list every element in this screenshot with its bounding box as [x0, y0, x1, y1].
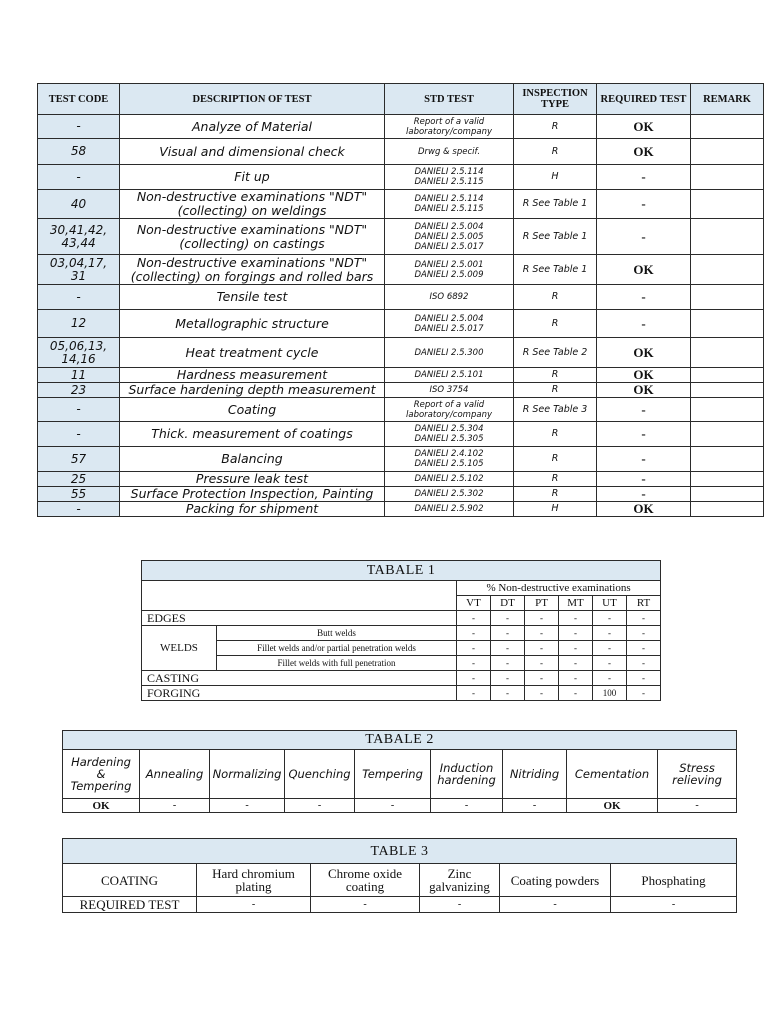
std-test-cell: DANIELI 2.5.101 — [385, 368, 514, 383]
table1-value-cell: - — [559, 626, 593, 641]
std-test-cell: DANIELI 2.5.001 DANIELI 2.5.009 — [385, 255, 514, 285]
table2-value-cell: - — [503, 799, 567, 813]
required-test-cell: - — [597, 285, 691, 310]
table1-casting-label: CASTING — [142, 671, 457, 686]
remark-cell — [691, 447, 764, 472]
table2-title: TABALE 2 — [63, 731, 737, 750]
required-test-cell: - — [597, 472, 691, 487]
table1-value-cell: - — [457, 656, 491, 671]
test-code-cell: - — [38, 398, 120, 422]
test-row — [38, 368, 764, 383]
table1-value-cell: - — [491, 671, 525, 686]
remark-cell — [691, 139, 764, 165]
table2-treatment-header: Tempering — [355, 750, 431, 799]
table3-value-cell: - — [197, 897, 311, 913]
table1-value-cell: - — [457, 641, 491, 656]
remark-cell — [691, 190, 764, 219]
table2-value-cell: - — [140, 799, 210, 813]
test-row — [38, 255, 764, 285]
inspection-type-cell: R See Table 2 — [514, 338, 597, 368]
remark-cell — [691, 487, 764, 502]
test-code-cell: 30,41,42, 43,44 — [38, 219, 120, 255]
table2-treatment-header: Annealing — [140, 750, 210, 799]
table2-treatment-header: Normalizing — [210, 750, 285, 799]
test-description-cell: Tensile test — [120, 285, 385, 310]
heat-treatment-table-2 — [62, 730, 737, 813]
inspection-type-cell: R — [514, 310, 597, 338]
required-test-cell: - — [597, 398, 691, 422]
std-test-cell: DANIELI 2.5.102 — [385, 472, 514, 487]
table2-treatment-header: Quenching — [285, 750, 355, 799]
table1-value-cell: - — [525, 641, 559, 656]
remark-cell — [691, 255, 764, 285]
col-header-remark: REMARK — [691, 84, 764, 115]
table3-value-cell: - — [311, 897, 420, 913]
inspection-type-cell: R See Table 3 — [514, 398, 597, 422]
test-code-cell: 03,04,17, 31 — [38, 255, 120, 285]
test-description-cell: Packing for shipment — [120, 502, 385, 517]
test-row — [38, 190, 764, 219]
table1-value-cell: - — [457, 626, 491, 641]
test-description-cell: Pressure leak test — [120, 472, 385, 487]
table1-method-header: RT — [627, 596, 661, 611]
table2-value-cell: - — [658, 799, 737, 813]
test-code-cell: 25 — [38, 472, 120, 487]
table1-value-cell: - — [559, 671, 593, 686]
test-description-cell: Surface hardening depth measurement — [120, 383, 385, 398]
table1-value-cell: - — [457, 611, 491, 626]
remark-cell — [691, 472, 764, 487]
test-row — [38, 447, 764, 472]
inspection-type-cell: R — [514, 368, 597, 383]
required-test-cell: - — [597, 190, 691, 219]
required-test-cell: - — [597, 447, 691, 472]
test-row — [38, 422, 764, 447]
table1-value-cell: - — [559, 656, 593, 671]
table1-group-header: % Non-destructive examinations — [457, 581, 661, 596]
std-test-cell: ISO 6892 — [385, 285, 514, 310]
test-plan-table — [37, 83, 764, 517]
test-row — [38, 310, 764, 338]
required-test-cell: OK — [597, 255, 691, 285]
std-test-cell: DANIELI 2.5.300 — [385, 338, 514, 368]
table1-value-cell: - — [491, 626, 525, 641]
table1-value-cell: - — [593, 671, 627, 686]
test-description-cell: Metallographic structure — [120, 310, 385, 338]
inspection-type-cell: R — [514, 139, 597, 165]
test-code-cell: 57 — [38, 447, 120, 472]
test-description-cell: Coating — [120, 398, 385, 422]
remark-cell — [691, 383, 764, 398]
std-test-cell: DANIELI 2.5.004 DANIELI 2.5.017 — [385, 310, 514, 338]
table3-value-cell: - — [420, 897, 500, 913]
table1-weld-type: Fillet welds with full penetration — [217, 656, 457, 671]
required-test-cell: OK — [597, 338, 691, 368]
inspection-type-cell: R — [514, 285, 597, 310]
table3-value-cell: - — [611, 897, 737, 913]
std-test-cell: Report of a valid laboratory/company — [385, 398, 514, 422]
table1-value-cell: - — [525, 671, 559, 686]
table1-value-cell: 100 — [593, 686, 627, 701]
table3-coating-header: Phosphating — [611, 864, 737, 897]
table1-value-cell: - — [457, 671, 491, 686]
std-test-cell: DANIELI 2.5.004 DANIELI 2.5.005 DANIELI 2.5.017 — [385, 219, 514, 255]
std-test-cell: DANIELI 2.5.902 — [385, 502, 514, 517]
table1-value-cell: - — [593, 611, 627, 626]
col-header-description: DESCRIPTION OF TEST — [120, 84, 385, 115]
required-test-cell: OK — [597, 502, 691, 517]
required-test-cell: - — [597, 219, 691, 255]
required-test-cell: - — [597, 165, 691, 190]
test-row — [38, 502, 764, 517]
table1-value-cell: - — [491, 686, 525, 701]
test-description-cell: Thick. measurement of coatings — [120, 422, 385, 447]
test-code-cell: 40 — [38, 190, 120, 219]
std-test-cell: DANIELI 2.5.302 — [385, 487, 514, 502]
std-test-cell: DANIELI 2.5.114 DANIELI 2.5.115 — [385, 190, 514, 219]
test-code-cell: - — [38, 165, 120, 190]
inspection-type-cell: H — [514, 502, 597, 517]
col-header-required-test: REQUIRED TEST — [597, 84, 691, 115]
table1-value-cell: - — [525, 686, 559, 701]
test-code-cell: 55 — [38, 487, 120, 502]
table2-treatment-header: Cementation — [567, 750, 658, 799]
test-row — [38, 472, 764, 487]
test-description-cell: Fit up — [120, 165, 385, 190]
required-test-cell: - — [597, 422, 691, 447]
remark-cell — [691, 219, 764, 255]
inspection-type-cell: R — [514, 472, 597, 487]
test-row — [38, 398, 764, 422]
table1-value-cell: - — [491, 656, 525, 671]
test-description-cell: Hardness measurement — [120, 368, 385, 383]
test-description-cell: Non-destructive examinations "NDT" (collecting) on weldings — [120, 190, 385, 219]
table1-value-cell: - — [491, 641, 525, 656]
std-test-cell: Report of a valid laboratory/company — [385, 115, 514, 139]
table1-method-header: MT — [559, 596, 593, 611]
std-test-cell: ISO 3754 — [385, 383, 514, 398]
test-row — [38, 383, 764, 398]
table3-coating-header: Chrome oxide coating — [311, 864, 420, 897]
remark-cell — [691, 338, 764, 368]
table1-value-cell: - — [593, 656, 627, 671]
table2-treatment-header: Induction hardening — [431, 750, 503, 799]
table3-coating-header: COATING — [63, 864, 197, 897]
table2-value-cell: - — [210, 799, 285, 813]
test-row — [38, 487, 764, 502]
remark-cell — [691, 165, 764, 190]
table1-value-cell: - — [627, 611, 661, 626]
table1-forging-label: FORGING — [142, 686, 457, 701]
table1-value-cell: - — [525, 626, 559, 641]
test-row — [38, 219, 764, 255]
remark-cell — [691, 310, 764, 338]
required-test-cell: OK — [597, 383, 691, 398]
remark-cell — [691, 368, 764, 383]
std-test-cell: Drwg & specif. — [385, 139, 514, 165]
remark-cell — [691, 285, 764, 310]
table1-value-cell: - — [593, 641, 627, 656]
table2-value-cell: - — [431, 799, 503, 813]
test-row — [38, 338, 764, 368]
table3-row-label: REQUIRED TEST — [63, 897, 197, 913]
col-header-std-test: STD TEST — [385, 84, 514, 115]
inspection-type-cell: R — [514, 115, 597, 139]
remark-cell — [691, 422, 764, 447]
test-code-cell: - — [38, 422, 120, 447]
table1-method-header: VT — [457, 596, 491, 611]
table1-weld-type: Butt welds — [217, 626, 457, 641]
required-test-cell: OK — [597, 139, 691, 165]
required-test-cell: - — [597, 487, 691, 502]
test-code-cell: - — [38, 502, 120, 517]
table1-value-cell: - — [525, 611, 559, 626]
col-header-inspection-type: INSPECTION TYPE — [514, 84, 597, 115]
table2-treatment-header: Hardening & Tempering — [63, 750, 140, 799]
table1-value-cell: - — [627, 671, 661, 686]
ndt-table-1 — [141, 560, 661, 701]
inspection-type-cell: R — [514, 447, 597, 472]
test-code-cell: 12 — [38, 310, 120, 338]
table1-value-cell: - — [559, 641, 593, 656]
remark-cell — [691, 502, 764, 517]
table1-title: TABALE 1 — [142, 561, 661, 581]
table1-value-cell: - — [593, 626, 627, 641]
test-code-cell: 58 — [38, 139, 120, 165]
required-test-cell: - — [597, 310, 691, 338]
table1-value-cell: - — [491, 611, 525, 626]
test-row — [38, 115, 764, 139]
table1-weld-type: Fillet welds and/or partial penetration welds — [217, 641, 457, 656]
table1-value-cell: - — [525, 656, 559, 671]
test-row — [38, 139, 764, 165]
table1-method-header: DT — [491, 596, 525, 611]
table2-treatment-header: Stress relieving — [658, 750, 737, 799]
test-description-cell: Surface Protection Inspection, Painting — [120, 487, 385, 502]
col-header-test-code: TEST CODE — [38, 84, 120, 115]
test-plan-header-row — [38, 84, 764, 115]
coating-table-3 — [62, 838, 737, 913]
inspection-type-cell: R — [514, 383, 597, 398]
table3-coating-header: Hard chromium plating — [197, 864, 311, 897]
table2-value-cell: OK — [63, 799, 140, 813]
table1-value-cell: - — [457, 686, 491, 701]
inspection-type-cell: R See Table 1 — [514, 255, 597, 285]
table1-edges-label: EDGES — [142, 611, 457, 626]
inspection-type-cell: R See Table 1 — [514, 190, 597, 219]
table2-treatment-header: Nitriding — [503, 750, 567, 799]
std-test-cell: DANIELI 2.5.304 DANIELI 2.5.305 — [385, 422, 514, 447]
remark-cell — [691, 398, 764, 422]
table1-value-cell: - — [559, 686, 593, 701]
table1-value-cell: - — [627, 626, 661, 641]
test-row — [38, 165, 764, 190]
table1-corner-cell — [142, 581, 457, 611]
std-test-cell: DANIELI 2.4.102 DANIELI 2.5.105 — [385, 447, 514, 472]
test-description-cell: Non-destructive examinations "NDT" (collecting) on castings — [120, 219, 385, 255]
table1-value-cell: - — [559, 611, 593, 626]
table3-title: TABLE 3 — [63, 839, 737, 864]
table3-value-cell: - — [500, 897, 611, 913]
table1-method-header: PT — [525, 596, 559, 611]
table1-value-cell: - — [627, 686, 661, 701]
test-code-cell: 11 — [38, 368, 120, 383]
table1-method-header: UT — [593, 596, 627, 611]
test-description-cell: Visual and dimensional check — [120, 139, 385, 165]
required-test-cell: OK — [597, 115, 691, 139]
table2-value-cell: - — [285, 799, 355, 813]
table2-value-cell: - — [355, 799, 431, 813]
test-code-cell: - — [38, 115, 120, 139]
table3-coating-header: Zinc galvanizing — [420, 864, 500, 897]
std-test-cell: DANIELI 2.5.114 DANIELI 2.5.115 — [385, 165, 514, 190]
test-description-cell: Analyze of Material — [120, 115, 385, 139]
test-description-cell: Non-destructive examinations "NDT" (collecting) on forgings and rolled bars — [120, 255, 385, 285]
remark-cell — [691, 115, 764, 139]
test-description-cell: Heat treatment cycle — [120, 338, 385, 368]
test-row — [38, 285, 764, 310]
table1-value-cell: - — [627, 641, 661, 656]
table3-coating-header: Coating powders — [500, 864, 611, 897]
test-code-cell: - — [38, 285, 120, 310]
table1-welds-label: WELDS — [142, 626, 217, 671]
inspection-type-cell: R — [514, 422, 597, 447]
inspection-type-cell: R — [514, 487, 597, 502]
test-code-cell: 23 — [38, 383, 120, 398]
test-description-cell: Balancing — [120, 447, 385, 472]
table2-value-cell: OK — [567, 799, 658, 813]
table1-value-cell: - — [627, 656, 661, 671]
inspection-type-cell: H — [514, 165, 597, 190]
test-code-cell: 05,06,13, 14,16 — [38, 338, 120, 368]
required-test-cell: OK — [597, 368, 691, 383]
inspection-type-cell: R See Table 1 — [514, 219, 597, 255]
